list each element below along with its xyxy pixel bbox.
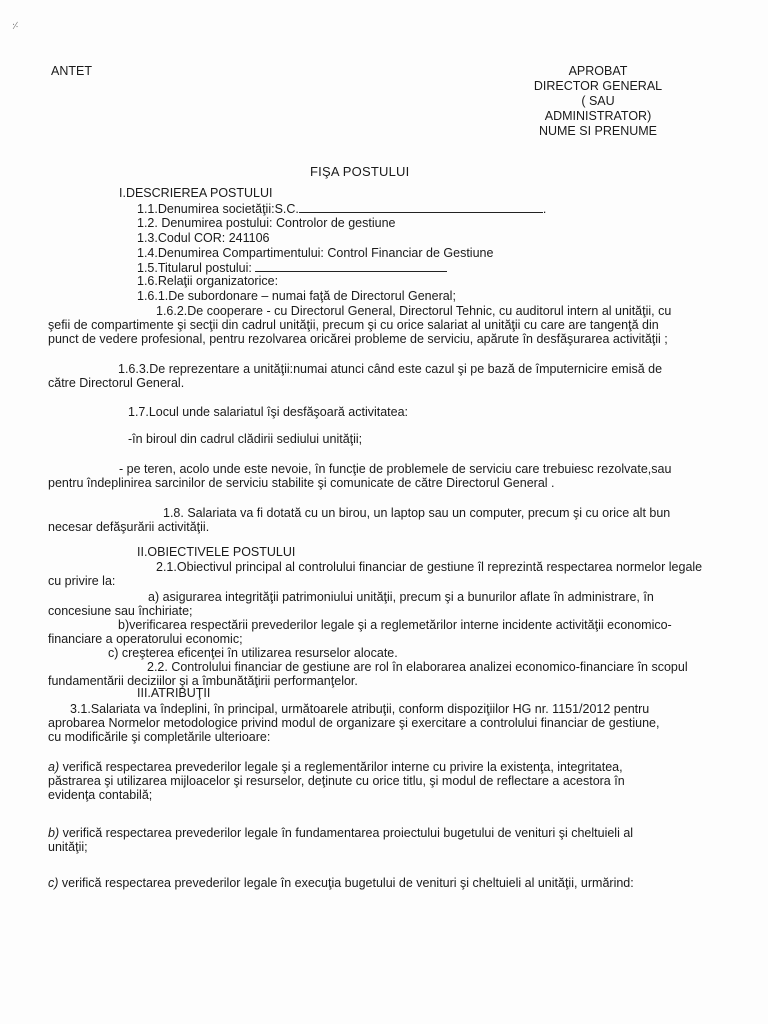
text-line: necesar defăşurării activităţii.	[48, 520, 210, 534]
text-label: 1.1.Denumirea societăţii:S.C.	[137, 202, 299, 216]
text-label: verifică respectarea prevederilor legale şi a reglementărilor interne cu privire la existenţa, integritatea,	[59, 760, 623, 774]
text-line: evidenţa contabilă;	[48, 788, 153, 802]
text-line: pentru îndeplinirea sarcinilor de serviciu stabilite şi comunicate de către Directorul General .	[48, 476, 555, 490]
fill-in-blank	[255, 260, 447, 272]
approval-line: ( SAU	[581, 94, 615, 108]
text-line: 2.1.Obiectivul principal al controlului financiar de gestiune îl reprezintă respectarea normelor legale	[156, 560, 703, 574]
text-line	[48, 876, 634, 891]
text-line: financiare a operatorului economic;	[48, 632, 243, 646]
item-letter: a)	[48, 760, 60, 774]
document-title: FIŞA POSTULUI	[310, 164, 410, 179]
text-line: 1.6.Relaţii organizatorice:	[137, 274, 279, 288]
approval-line: DIRECTOR GENERAL	[533, 79, 663, 93]
text-line: 1.6.3.De reprezentare a unităţii:numai atunci când este cazul şi pe bază de împuternicire emisă de	[118, 362, 663, 376]
approval-line: ADMINISTRATOR)	[544, 109, 652, 123]
text-line: aprobarea Normelor metodologice privind modul de organizare şi exercitare a controlului financiar de gestiune,	[48, 716, 660, 730]
text-line: cu modificările şi completările ulterioare:	[48, 730, 271, 744]
text-line	[48, 760, 623, 775]
text-line: 1.6.2.De cooperare - cu Directorul General, Directorul Tehnic, cu auditorul intern al unităţii, cu	[156, 304, 672, 318]
text-label: verifică respectarea prevederilor legale în execuţia bugetului de venituri şi cheltuieli al unităţii, urmărind:	[58, 876, 634, 890]
text-line: 1.6.1.De subordonare – numai faţă de Directorul General;	[137, 289, 456, 303]
section-heading: II.OBIECTIVELE POSTULUI	[137, 545, 296, 559]
approval-line: APROBAT	[568, 64, 628, 78]
text-line: către Directorul General.	[48, 376, 185, 390]
text-line: 1.7.Locul unde salariatul îşi desfăşoară activitatea:	[128, 405, 409, 419]
text-line: c) creşterea eficenţei în utilizarea resurselor alocate.	[108, 646, 398, 660]
approval-block	[508, 64, 688, 139]
text-line: 2.2. Controlului financiar de gestiune are rol în elaborarea analizei economico-financiare în scopul	[147, 660, 688, 674]
text-line: 1.4.Denumirea Compartimentului: Control Financiar de Gestiune	[137, 246, 494, 260]
text-line: b)verificarea respectării prevederilor legale şi a reglemetărilor interne incidente activităţii economico-	[118, 618, 672, 632]
text-line: cu privire la:	[48, 574, 116, 588]
item-letter: c)	[48, 876, 59, 890]
text-line: unităţii;	[48, 840, 88, 854]
text-line: punct de vedere profesional, pentru rezolvarea oricărei probleme de serviciu, apărute în desfăşurarea activităţii ;	[48, 332, 668, 346]
text-line: -în biroul din cadrul clădirii sediului unităţii;	[128, 432, 363, 446]
text-label: 1.5.Titularul postului:	[137, 261, 252, 275]
text-line: 1.2. Denumirea postului: Controlor de gestiune	[137, 216, 396, 230]
text-line: 1.3.Codul COR: 241106	[137, 231, 270, 245]
text-line: 3.1.Salariata va îndeplini, în principal, următoarele atribuţii, conform dispoziţiilor HG nr. 1151/2012 pentru	[70, 702, 650, 716]
text-line: a) asigurarea integrităţii patrimoniului unităţii, precum şi a bunurilor aflate în administrare, în	[148, 590, 654, 604]
text-line: fundamentării deciziilor şi a îmbunătăţirii performanţelor.	[48, 674, 358, 688]
text-line	[48, 826, 633, 841]
text-line: 1.8. Salariata va fi dotată cu un birou, un laptop sau un computer, precum şi cu orice alt bun	[163, 506, 671, 520]
item-letter: b)	[48, 826, 60, 840]
scan-mark: ⸓	[12, 21, 19, 32]
section-heading: I.DESCRIEREA POSTULUI	[119, 186, 273, 200]
text-line: - pe teren, acolo unde este nevoie, în funcţie de problemele de serviciu care trebuiesc rezolvate,sau	[119, 462, 672, 476]
text-line: şefii de compartimente şi secţii din cadrul unităţii, precum şi cu orice salariat al unităţii cu care are tangenţă din	[48, 318, 659, 332]
approval-line: NUME SI PRENUME	[538, 124, 658, 138]
text-label: verifică respectarea prevederilor legale în fundamentarea proiectului bugetului de venituri şi cheltuieli al	[59, 826, 634, 840]
fill-in-blank	[299, 201, 543, 213]
text-line: concesiune sau închiriate;	[48, 604, 193, 618]
section-heading: III.ATRIBUŢII	[137, 686, 211, 700]
text-line: păstrarea şi utilizarea mijloacelor şi resurselor, deţinute cu orice titlu, şi modul de reflectare a acestora în	[48, 774, 625, 788]
text-line: 1.1.Denumirea societăţii:S.C. .	[137, 202, 547, 216]
header-antet: ANTET	[51, 64, 92, 78]
